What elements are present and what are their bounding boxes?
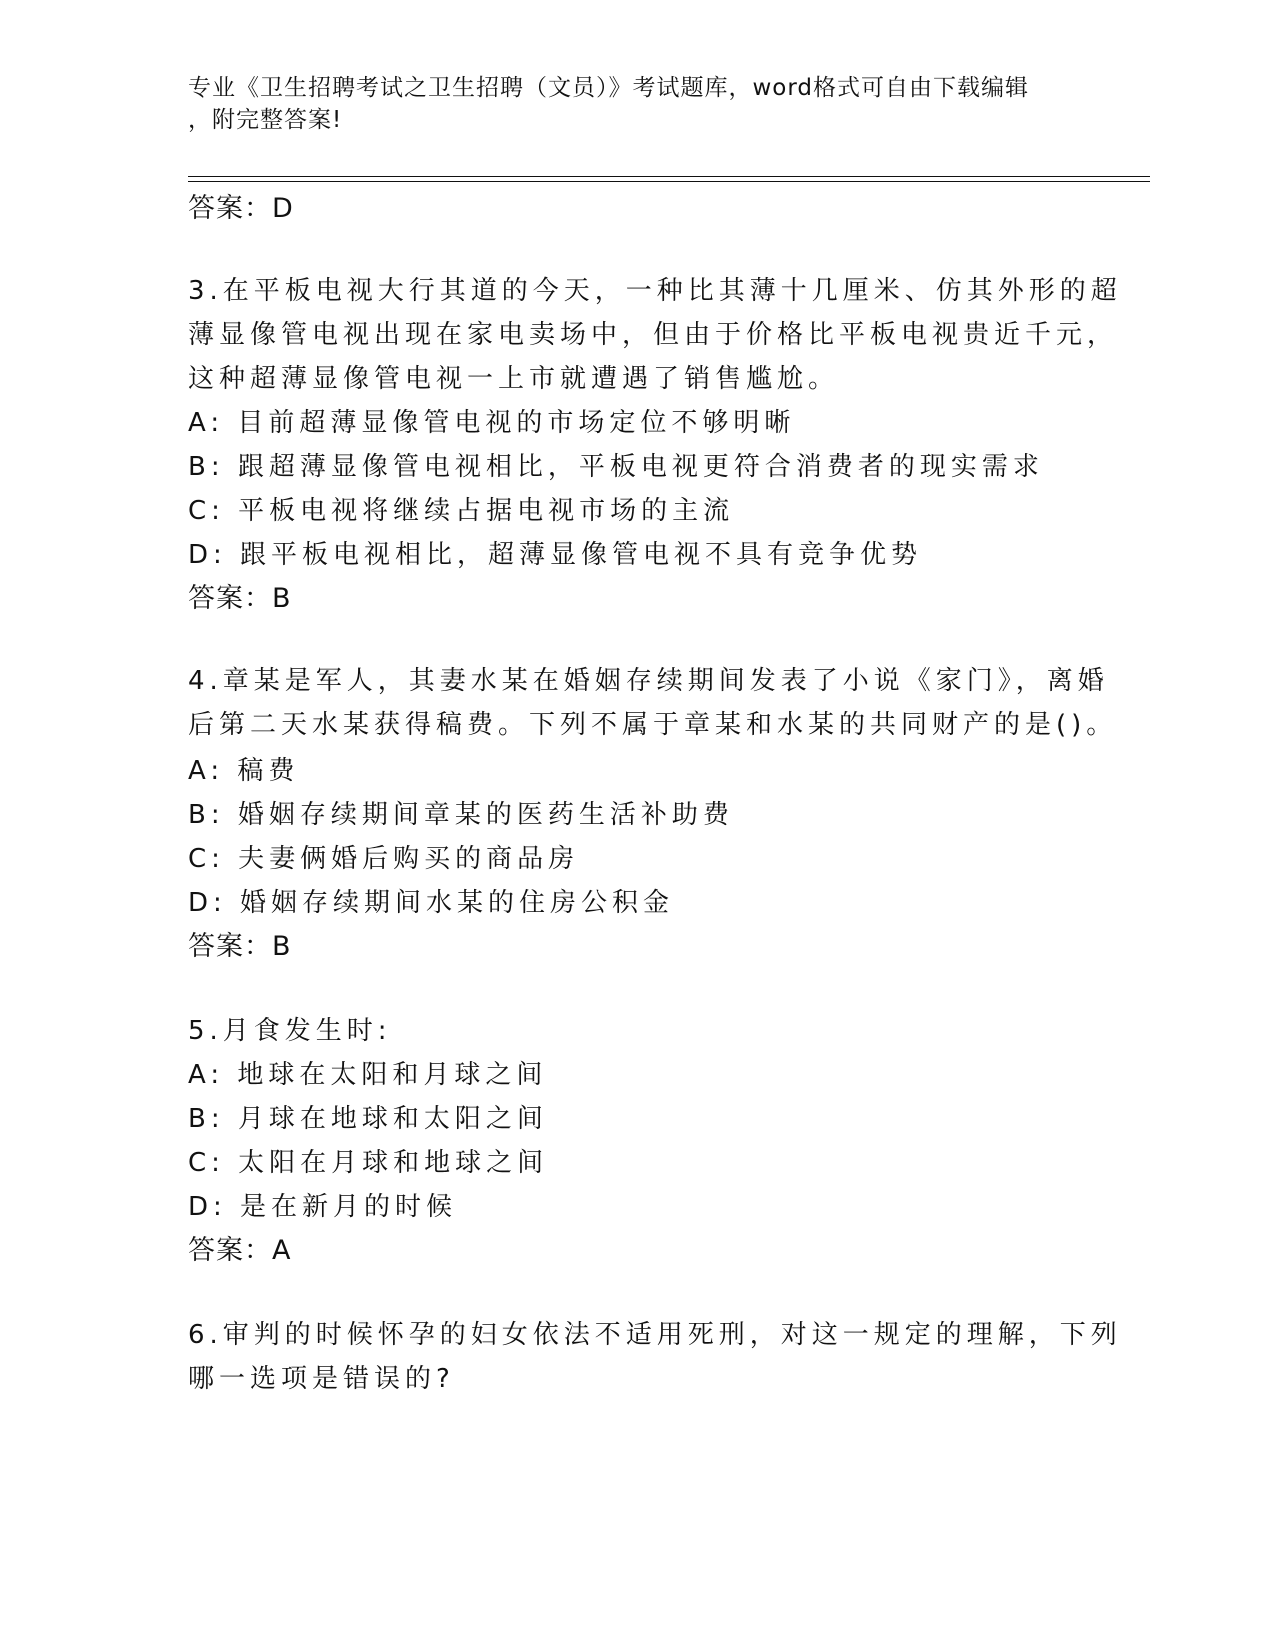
q5-stem-line-1: 5.月食发生时: <box>188 1016 392 1046</box>
q4-option-c: C: 夫妻俩婚后购买的商品房 <box>188 844 580 874</box>
q3-option-d: D: 跟平板电视相比，超薄显像管电视不具有竞争优势 <box>188 540 923 570</box>
header-rule-top <box>188 176 1150 177</box>
q4-option-b: B: 婚姻存续期间章某的医药生活补助费 <box>188 800 734 830</box>
q5-option-b: B: 月球在地球和太阳之间 <box>188 1104 548 1134</box>
previous-answer: 答案：D <box>188 193 294 224</box>
q3-stem-line-2: 薄显像管电视出现在家电卖场中，但由于价格比平板电视贵近千元， <box>188 320 1119 350</box>
q5-option-a: A: 地球在太阳和月球之间 <box>188 1060 548 1090</box>
q3-option-b: B: 跟超薄显像管电视相比，平板电视更符合消费者的现实需求 <box>188 452 1044 482</box>
header-text-line-1: 专业《卫生招聘考试之卫生招聘（文员）》考试题库，word格式可自由下载编辑 <box>188 75 1030 101</box>
q4-option-d: D: 婚姻存续期间水某的住房公积金 <box>188 888 675 918</box>
q5-option-d: D: 是在新月的时候 <box>188 1192 458 1222</box>
q4-answer: 答案：B <box>188 931 292 962</box>
q6-stem-line-2: 哪一选项是错误的? <box>188 1364 455 1394</box>
q5-option-c: C: 太阳在月球和地球之间 <box>188 1148 549 1178</box>
q4-stem-line-1: 4.章某是军人，其妻水某在婚姻存续期间发表了小说《家门》，离婚 <box>188 666 1109 696</box>
q3-answer: 答案：B <box>188 583 292 614</box>
q4-option-a: A: 稿费 <box>188 756 300 786</box>
q3-stem-line-1: 3.在平板电视大行其道的今天，一种比其薄十几厘米、仿其外形的超 <box>188 276 1122 306</box>
q5-answer: 答案：A <box>188 1235 292 1266</box>
header-text-line-2: ，附完整答案! <box>188 107 343 133</box>
q6-stem-line-1: 6.审判的时候怀孕的妇女依法不适用死刑，对这一规定的理解，下列 <box>188 1320 1122 1350</box>
q4-stem-line-2: 后第二天水某获得稿费。下列不属于章某和水某的共同财产的是()。 <box>188 710 1118 740</box>
q3-option-a: A: 目前超薄显像管电视的市场定位不够明晰 <box>188 408 796 438</box>
q3-option-c: C: 平板电视将继续占据电视市场的主流 <box>188 496 735 526</box>
q3-stem-line-3: 这种超薄显像管电视一上市就遭遇了销售尴尬。 <box>188 364 840 394</box>
header-rule-bottom <box>188 181 1150 182</box>
